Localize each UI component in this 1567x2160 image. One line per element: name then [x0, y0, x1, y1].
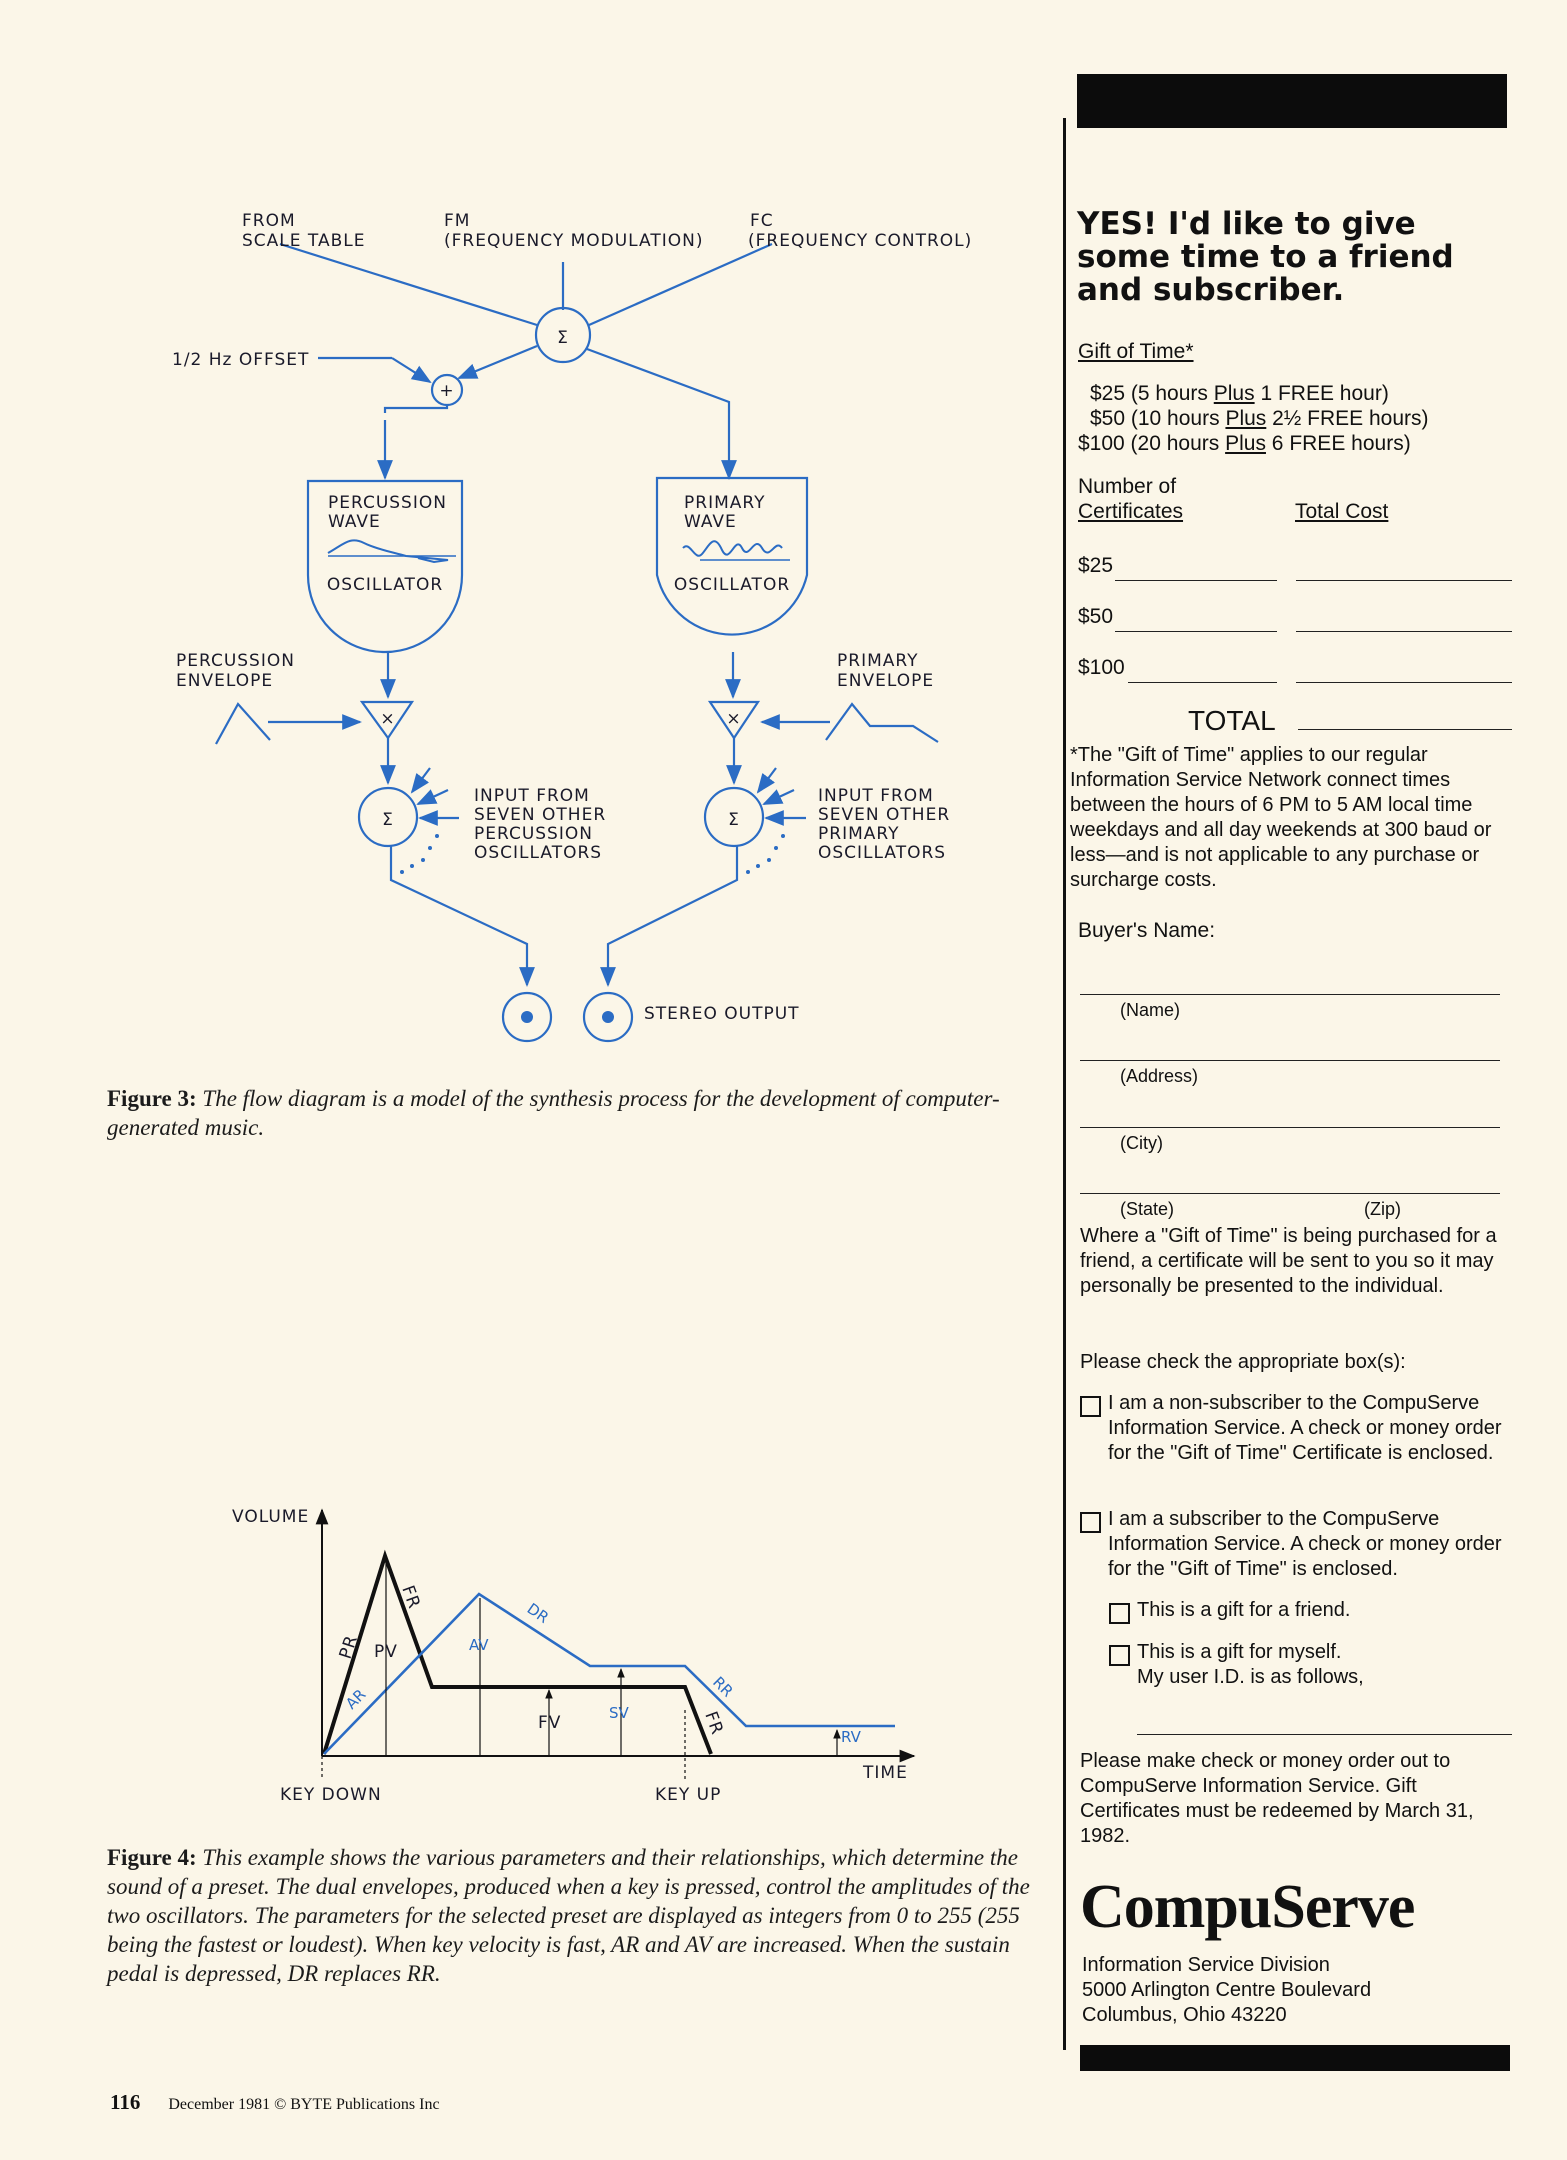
- city-line: Columbus, Ohio 43220: [1082, 2004, 1287, 2026]
- row-50-label: $50: [1078, 605, 1114, 628]
- city-caption: (City): [1120, 1133, 1163, 1153]
- figure-4-caption-text: This example shows the various parameters and their relationships, which determine the sound of a preset. The dual envelopes, produced when a key is pressed, control the amplitudes of the two oscillators. The parameters for the selected preset are displayed as integers from 0 to 255 (255 being the fastest or loudest). When key velocity is fast, AR and AV are increased. When the sustain pedal is depressed, DR replaces RR.: [107, 1845, 1030, 1986]
- label-frequency-modulation: (FREQUENCY MODULATION): [444, 231, 704, 251]
- price-option-100: $100 (20 hours Plus 6 FREE hours): [1078, 432, 1411, 455]
- label-primary-oscillator: OSCILLATOR: [673, 575, 791, 595]
- label-pv: PV: [374, 1642, 398, 1662]
- certificate-note: Where a "Gift of Time" is being purchased for a friend, a certificate will be sent to you so it may personally be presented to the individual.: [1080, 1225, 1497, 1297]
- subscriber-checkbox[interactable]: [1080, 1512, 1101, 1533]
- label-time: TIME: [863, 1763, 908, 1783]
- gift-of-time-label: Gift of Time*: [1078, 340, 1194, 363]
- page-number: 116: [110, 2090, 141, 2114]
- row-100-label: $100: [1078, 656, 1125, 679]
- page-footer: [110, 2090, 440, 2115]
- certificates-label: Certificates: [1078, 500, 1184, 523]
- name-field[interactable]: [1080, 994, 1500, 995]
- label-input-perc-3: PERCUSSION: [474, 824, 593, 844]
- label-frequency-control: (FREQUENCY CONTROL): [748, 231, 973, 251]
- label-fr-2: FR: [700, 1708, 728, 1738]
- subscriber-option: I am a subscriber to the CompuServe Information Service. A check or money order for the "Gift of Time" is enclosed.: [1108, 1508, 1502, 1580]
- user-id-field[interactable]: [1137, 1734, 1512, 1735]
- flow-diagram: [0, 0, 1050, 1060]
- label-dr: DR: [523, 1599, 553, 1627]
- label-from: FROM: [242, 211, 296, 231]
- label-input-prim-2: SEVEN OTHER: [818, 805, 951, 825]
- cost-100-field[interactable]: [1296, 682, 1512, 683]
- label-input-perc-1: INPUT FROM: [474, 786, 590, 806]
- label-primary-wave-2: WAVE: [684, 512, 737, 532]
- label-stereo-output: STEREO OUTPUT: [644, 1004, 800, 1024]
- compuserve-logo: CompuServe: [1080, 1873, 1415, 1941]
- footer-info: December 1981 © BYTE Publications Inc: [168, 2096, 440, 2113]
- gift-myself-option: This is a gift for myself.: [1137, 1641, 1342, 1663]
- label-ar: AR: [342, 1685, 370, 1713]
- label-percussion-envelope-2: ENVELOPE: [176, 671, 274, 691]
- label-primary-wave-1: PRIMARY: [684, 493, 766, 513]
- name-caption: (Name): [1120, 1000, 1181, 1020]
- number-of-label: Number of: [1078, 475, 1177, 498]
- column-divider: [1063, 118, 1066, 2050]
- label-rr: RR: [709, 1673, 737, 1701]
- label-pr: PR: [335, 1632, 363, 1662]
- total-field[interactable]: [1298, 729, 1512, 730]
- figure-4-caption-label: Figure 4:: [107, 1845, 197, 1870]
- state-caption: (State): [1120, 1199, 1175, 1219]
- top-black-bar: [1077, 74, 1507, 128]
- non-subscriber-checkbox[interactable]: [1080, 1396, 1101, 1417]
- price-option-25: $25 (5 hours Plus 1 FREE hour): [1090, 382, 1389, 405]
- state-zip-field[interactable]: [1080, 1193, 1500, 1194]
- label-sv: SV: [609, 1704, 629, 1722]
- check-boxes-label: Please check the appropriate box(s):: [1080, 1351, 1406, 1373]
- gift-myself-checkbox[interactable]: [1109, 1645, 1130, 1666]
- label-percussion-wave-2: WAVE: [328, 512, 381, 532]
- label-primary-envelope-2: ENVELOPE: [837, 671, 935, 691]
- label-key-up: KEY UP: [655, 1785, 722, 1805]
- certificates-100-field[interactable]: [1128, 682, 1277, 683]
- label-fr-1: FR: [397, 1582, 425, 1612]
- gift-footnote: *The "Gift of Time" applies to our regular Information Service Network connect times between the hours of 6 PM to 5 AM local time weekdays and all day weekends at 300 baud or less—and is not applicable to any purchase or surcharge costs.: [1070, 744, 1492, 891]
- gift-friend-checkbox[interactable]: [1109, 1603, 1130, 1624]
- label-scale-table: SCALE TABLE: [242, 231, 366, 251]
- figure-3-caption: [107, 1084, 1042, 1142]
- total-cost-label: Total Cost: [1295, 500, 1389, 523]
- sigma-left: Σ: [382, 810, 394, 830]
- label-volume: VOLUME: [232, 1507, 310, 1527]
- division-line: Information Service Division: [1082, 1954, 1330, 1976]
- label-percussion-envelope-1: PERCUSSION: [176, 651, 295, 671]
- cost-50-field[interactable]: [1296, 631, 1512, 632]
- plus-node: +: [439, 381, 455, 401]
- zip-caption: (Zip): [1364, 1199, 1401, 1219]
- label-fv: FV: [538, 1713, 562, 1733]
- label-primary-envelope-1: PRIMARY: [837, 651, 919, 671]
- label-offset: 1/2 Hz OFFSET: [172, 350, 310, 370]
- price-option-50: $50 (10 hours Plus 2½ FREE hours): [1090, 407, 1429, 430]
- street-line: 5000 Arlington Centre Boulevard: [1082, 1979, 1372, 2001]
- payment-note: Please make check or money order out to CompuServe Information Service. Gift Certificates must be redeemed by March 31, 1982.: [1080, 1750, 1474, 1847]
- address-field[interactable]: [1080, 1060, 1500, 1061]
- city-field[interactable]: [1080, 1127, 1500, 1128]
- label-input-perc-2: SEVEN OTHER: [474, 805, 607, 825]
- label-key-down: KEY DOWN: [280, 1785, 382, 1805]
- label-input-prim-3: PRIMARY: [818, 824, 900, 844]
- figure-4-caption: [107, 1843, 1042, 1988]
- label-input-perc-4: OSCILLATORS: [474, 843, 603, 863]
- label-fc: FC: [750, 211, 774, 231]
- certificates-50-field[interactable]: [1115, 631, 1277, 632]
- row-25-label: $25: [1078, 554, 1114, 577]
- label-percussion-wave-1: PERCUSSION: [328, 493, 447, 513]
- buyers-name-label: Buyer's Name:: [1078, 919, 1216, 942]
- sigma-top: Σ: [557, 328, 569, 348]
- label-rv: RV: [841, 1728, 861, 1746]
- label-input-prim-4: OSCILLATORS: [818, 843, 947, 863]
- non-subscriber-option: I am a non-subscriber to the CompuServe Information Service. A check or money order for the "Gift of Time" Certificate is enclosed.: [1108, 1392, 1502, 1464]
- address-caption: (Address): [1120, 1066, 1199, 1086]
- bottom-black-bar: [1080, 2045, 1510, 2071]
- sigma-right: Σ: [728, 810, 740, 830]
- label-fm: FM: [444, 211, 471, 231]
- order-heading: YES! I'd like to give some time to a friend and subscriber.: [1077, 206, 1454, 308]
- total-label: TOTAL: [1188, 705, 1276, 736]
- cost-25-field[interactable]: [1296, 580, 1512, 581]
- certificates-25-field[interactable]: [1115, 580, 1277, 581]
- gift-friend-option: This is a gift for a friend.: [1137, 1599, 1351, 1621]
- times-left: ×: [380, 709, 396, 729]
- figure-3-caption-label: Figure 3:: [107, 1086, 197, 1111]
- label-percussion-oscillator: OSCILLATOR: [326, 575, 444, 595]
- label-av: AV: [469, 1636, 489, 1654]
- times-right: ×: [726, 709, 742, 729]
- figure-3-caption-text: The flow diagram is a model of the synthesis process for the development of computer-generated music.: [107, 1086, 1000, 1140]
- user-id-label: My user I.D. is as follows,: [1137, 1666, 1364, 1688]
- label-input-prim-1: INPUT FROM: [818, 786, 934, 806]
